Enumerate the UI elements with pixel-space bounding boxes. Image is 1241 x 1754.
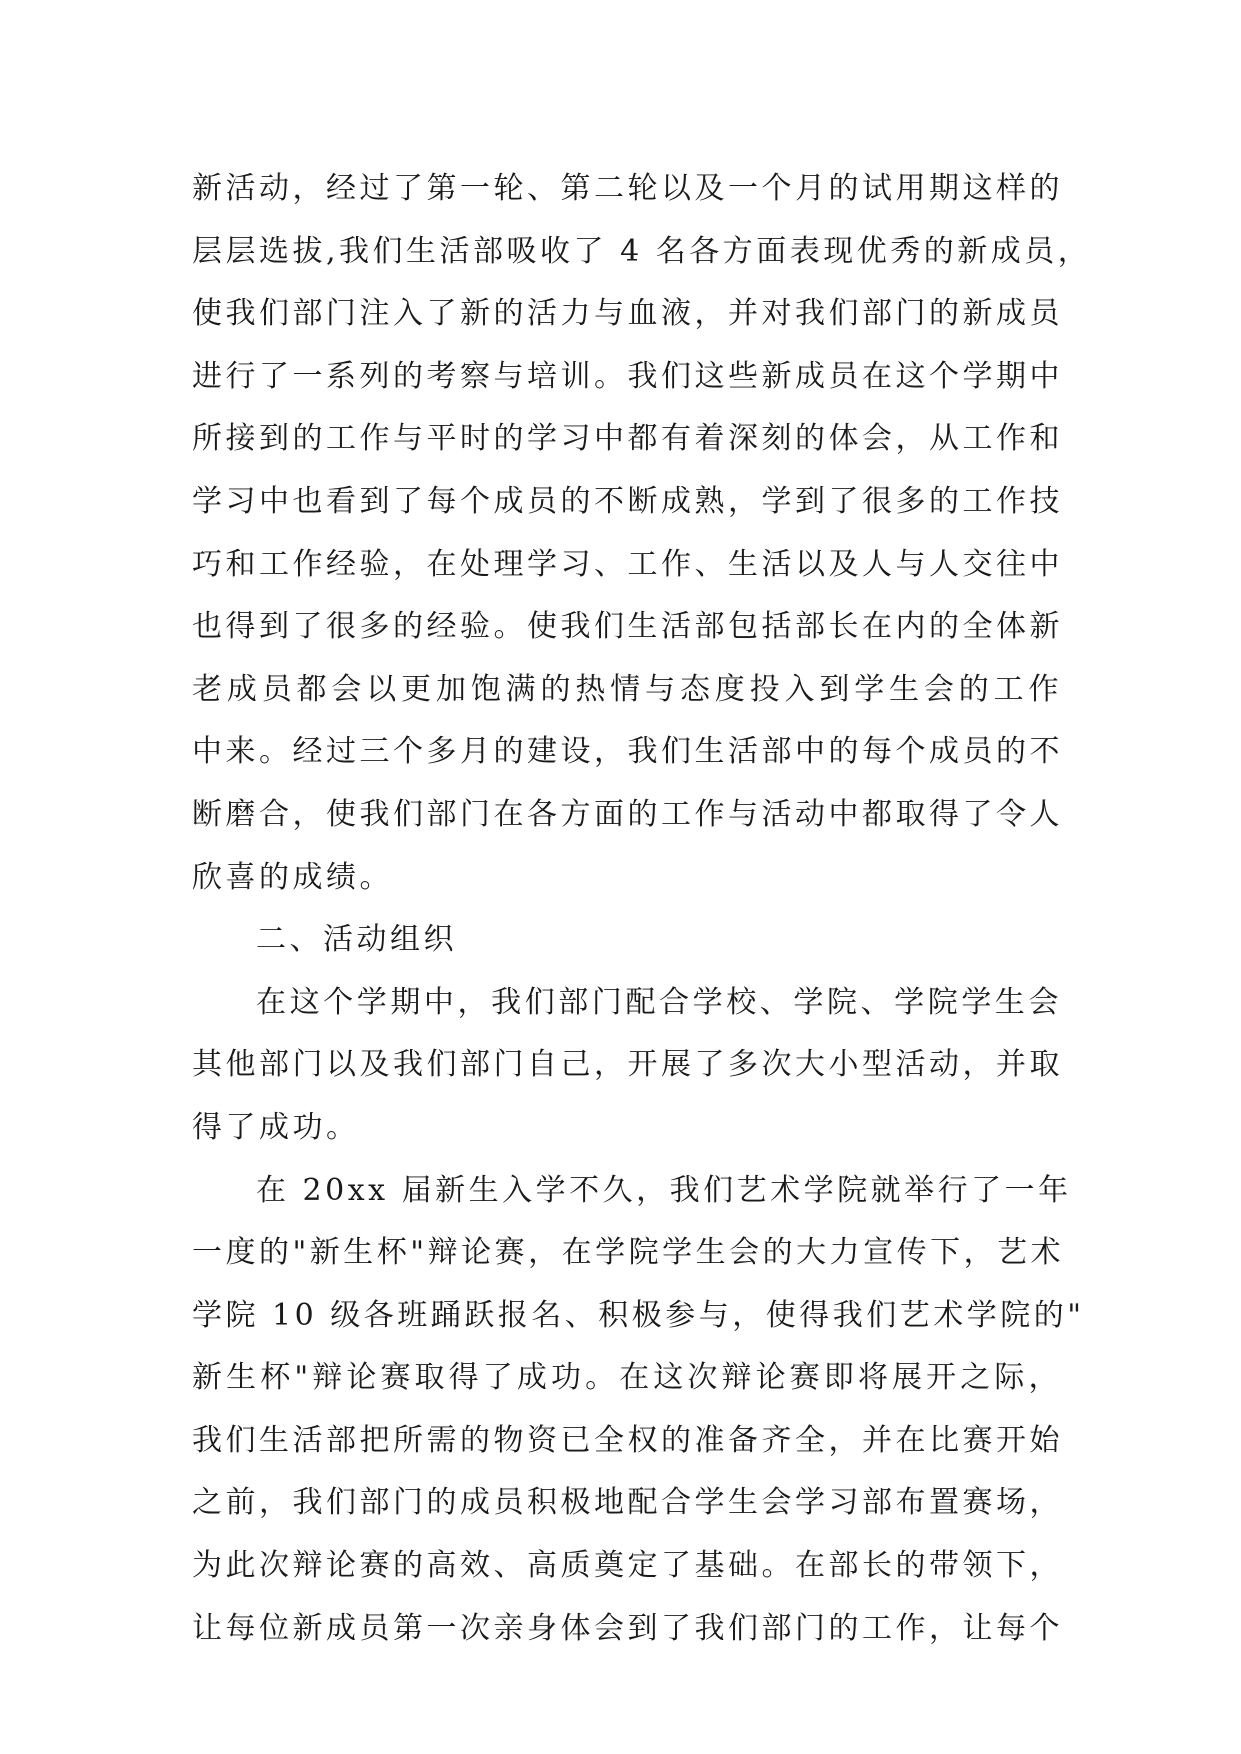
body-text <box>192 158 1092 1660</box>
text-line: 之前，我们部门的成员积极地配合学生会学习部布置赛场， <box>192 1485 1063 1521</box>
text-line: 断磨合，使我们部门在各方面的工作与活动中都取得了令人 <box>192 796 1063 832</box>
text-line: 中来。经过三个多月的建设，我们生活部中的每个成员的不 <box>192 734 1063 770</box>
text-line: 让每位新成员第一次亲身体会到了我们部门的工作，让每个 <box>192 1610 1063 1646</box>
text-line: 老成员都会以更加饱满的热情与态度投入到学生会的工作 <box>192 671 1062 707</box>
text-line: 在 20xx 届新生入学不久，我们艺术学院就举行了一年 <box>256 1172 1072 1208</box>
text-line: 得了成功。 <box>192 1109 360 1145</box>
text-line: 我们生活部把所需的物资已全权的准备齐全，并在比赛开始 <box>192 1422 1063 1458</box>
text-line: 为此次辩论赛的高效、高质奠定了基础。在部长的带领下， <box>192 1548 1063 1584</box>
text-line: 层层选拔,我们生活部吸收了 4 名各方面表现优秀的新成员， <box>192 233 1092 269</box>
text-line: 在这个学期中，我们部门配合学校、学院、学院学生会 <box>256 984 1062 1020</box>
text-line: 新活动，经过了第一轮、第二轮以及一个月的试用期这样的 <box>192 171 1063 206</box>
text-line: 学院 10 级各班踊跃报名、积极参与，使得我们艺术学院的" <box>192 1297 1085 1333</box>
text-line: 欣喜的成绩。 <box>192 859 393 895</box>
text-line: 巧和工作经验，在处理学习、工作、生活以及人与人交往中 <box>192 546 1063 582</box>
text-line: 其他部门以及我们部门自己，开展了多次大小型活动，并取 <box>192 1047 1063 1083</box>
text-line: 使我们部门注入了新的活力与血液，并对我们部门的新成员 <box>192 296 1063 332</box>
text-line: 进行了一系列的考察与培训。我们这些新成员在这个学期中 <box>192 358 1063 394</box>
text-line: 学习中也看到了每个成员的不断成熟，学到了很多的工作技 <box>192 483 1063 519</box>
text-line: 新生杯"辩论赛取得了成功。在这次辩论赛即将展开之际， <box>192 1360 1062 1396</box>
text-line: 二、活动组织 <box>256 922 457 958</box>
text-line: 一度的"新生杯"辩论赛，在学院学生会的大力宣传下，艺术 <box>192 1235 1065 1271</box>
text-line: 所接到的工作与平时的学习中都有着深刻的体会，从工作和 <box>192 421 1063 457</box>
text-line: 也得到了很多的经验。使我们生活部包括部长在内的全体新 <box>192 609 1063 645</box>
